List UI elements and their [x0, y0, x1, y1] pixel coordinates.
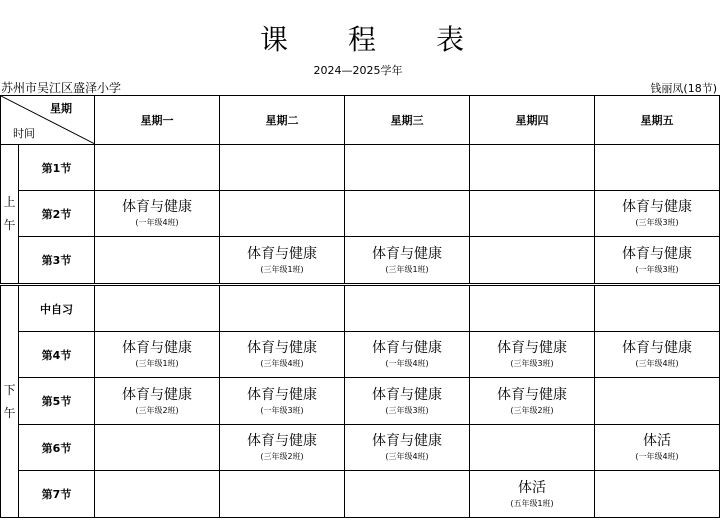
- schedule-cell: [220, 425, 345, 471]
- class-name: (一年级3班): [635, 264, 679, 274]
- segment-label-afternoon: [1, 286, 19, 518]
- teacher-name: 钱丽凤(18节): [650, 82, 717, 95]
- schedule-cell: [95, 332, 220, 378]
- schedule-cell: [595, 471, 720, 518]
- schedule-cell: [595, 191, 720, 237]
- schedule-cell: [220, 332, 345, 378]
- class-name: (三年级2班): [260, 452, 304, 461]
- schedule-cell: [95, 425, 220, 471]
- schedule-cell: [220, 191, 345, 237]
- segment-char: 午: [3, 405, 16, 420]
- period-label: 中自习: [19, 286, 95, 332]
- table-row: [1, 332, 720, 378]
- schedule-cell: [95, 191, 220, 237]
- table-row: [1, 471, 720, 518]
- schedule-cell: [470, 191, 595, 237]
- period-label: 第5节: [19, 378, 95, 425]
- table-row: [1, 191, 720, 237]
- class-name: (一年级4班): [385, 359, 429, 368]
- subject-name: 体育与健康: [372, 245, 442, 262]
- schedule-cell: [345, 425, 470, 471]
- schedule-cell: [220, 378, 345, 425]
- table-row: [1, 237, 720, 284]
- class-name: (三年级4班): [260, 359, 304, 368]
- day-header: 星期二: [220, 96, 345, 145]
- class-name: (三年级1班): [385, 264, 429, 274]
- day-header: 星期五: [595, 96, 720, 145]
- segment-label-morning: [1, 145, 19, 284]
- class-name: (三年级2班): [135, 405, 179, 415]
- subject-name: 体活: [643, 433, 671, 449]
- timetable: [0, 95, 720, 518]
- school-name: 苏州市吴江区盛泽小学: [1, 81, 122, 95]
- schedule-cell: [95, 378, 220, 425]
- segment-char: 下: [3, 382, 16, 397]
- subject-name: 体育与健康: [122, 386, 192, 403]
- schedule-cell: [345, 145, 470, 191]
- header-corner: [1, 96, 95, 145]
- class-name: (一年级4班): [135, 218, 179, 227]
- subject-name: 体育与健康: [122, 199, 192, 215]
- schedule-cell: [345, 332, 470, 378]
- class-name: (三年级3班): [385, 405, 429, 415]
- schedule-cell: [470, 286, 595, 332]
- period-label: 第4节: [19, 332, 95, 378]
- class-name: (三年级1班): [135, 359, 179, 368]
- class-name: (一年级3班): [260, 405, 304, 415]
- schedule-cell: [470, 145, 595, 191]
- period-label: 第2节: [19, 191, 95, 237]
- schedule-cell: [345, 471, 470, 518]
- schedule-cell: [470, 471, 595, 518]
- schedule-cell: [595, 425, 720, 471]
- day-header: 星期一: [95, 96, 220, 145]
- table-row: [1, 378, 720, 425]
- page-title: [0, 18, 724, 58]
- schedule-cell: [345, 191, 470, 237]
- period-label: 第3节: [19, 237, 95, 284]
- subject-name: 体育与健康: [497, 340, 567, 356]
- segment-char: 上: [3, 195, 16, 209]
- class-name: (三年级4班): [385, 452, 429, 461]
- segment-char: 午: [3, 218, 16, 232]
- schedule-cell: [595, 286, 720, 332]
- subject-name: 体育与健康: [247, 245, 317, 262]
- subject-name: 体育与健康: [622, 245, 692, 262]
- subject-name: 体活: [518, 479, 546, 496]
- schedule-cell: [95, 471, 220, 518]
- schedule-cell: [220, 286, 345, 332]
- subject-name: 体育与健康: [497, 386, 567, 403]
- schedule-cell: [95, 237, 220, 284]
- title-char: 程: [347, 23, 376, 56]
- schedule-cell: [470, 332, 595, 378]
- schedule-cell: [470, 237, 595, 284]
- day-header: 星期四: [470, 96, 595, 145]
- table-row: [1, 425, 720, 471]
- class-name: (三年级4班): [635, 359, 679, 368]
- table-row: [1, 145, 720, 191]
- class-name: (三年级3班): [510, 359, 554, 368]
- schedule-cell: [220, 145, 345, 191]
- schedule-cell: [595, 332, 720, 378]
- period-label: 第1节: [19, 145, 95, 191]
- class-name: (五年级1班): [510, 498, 554, 508]
- schedule-cell: [470, 378, 595, 425]
- schedule-cell: [595, 237, 720, 284]
- schedule-cell: [345, 237, 470, 284]
- schedule-cell: [345, 286, 470, 332]
- schedule-cell: [95, 286, 220, 332]
- subject-name: 体育与健康: [247, 340, 317, 356]
- time-label: 时间: [13, 127, 35, 140]
- table-row: [1, 286, 720, 332]
- period-label: 第6节: [19, 425, 95, 471]
- subject-name: 体育与健康: [622, 340, 692, 356]
- title-char: 表: [436, 23, 465, 56]
- subject-name: 体育与健康: [247, 386, 317, 403]
- class-name: (一年级4班): [635, 452, 679, 461]
- title-char: 课: [259, 23, 288, 56]
- schedule-cell: [220, 471, 345, 518]
- subject-name: 体育与健康: [372, 340, 442, 356]
- subject-name: 体育与健康: [247, 433, 317, 449]
- subject-name: 体育与健康: [372, 433, 442, 449]
- class-name: (三年级1班): [260, 264, 304, 274]
- subject-name: 体育与健康: [372, 386, 442, 403]
- schedule-cell: [595, 378, 720, 425]
- class-name: (三年级2班): [510, 405, 554, 415]
- schedule-cell: [95, 145, 220, 191]
- class-name: (三年级3班): [635, 218, 679, 227]
- schedule-cell: [470, 425, 595, 471]
- schedule-cell: [220, 237, 345, 284]
- school-year: 2024—2025学年: [313, 64, 403, 77]
- subject-name: 体育与健康: [122, 340, 192, 356]
- week-label: 星期: [50, 102, 72, 115]
- period-label: 第7节: [19, 471, 95, 518]
- schedule-cell: [345, 378, 470, 425]
- subject-name: 体育与健康: [622, 199, 692, 215]
- day-header: 星期三: [345, 96, 470, 145]
- schedule-cell: [595, 145, 720, 191]
